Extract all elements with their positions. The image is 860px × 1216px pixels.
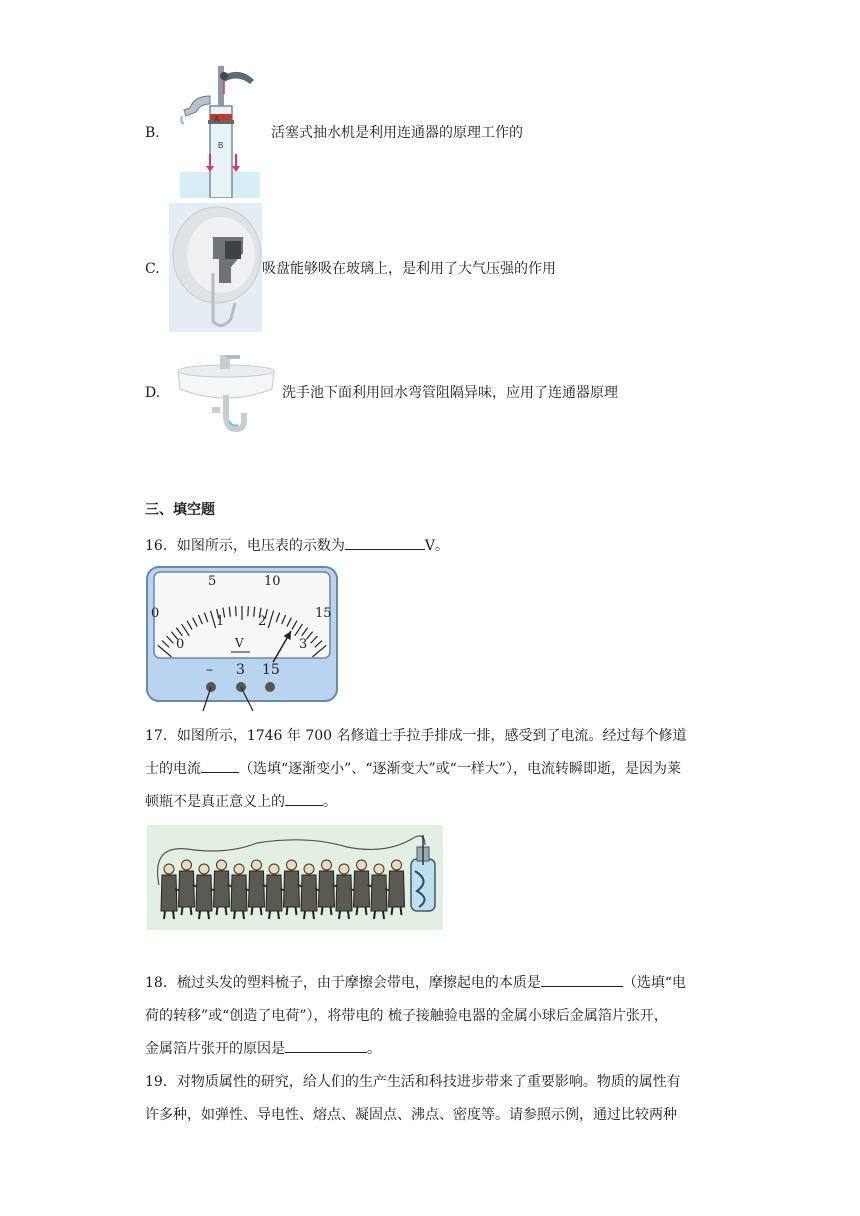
q19-line-2: 许多种，如弹性、导电性、熔点、凝固点、沸点、密度等。请参照示例，通过比较两种 (145, 1107, 677, 1123)
lower-scale-1: 1 (216, 614, 225, 629)
monk-body (231, 875, 247, 911)
monk-body (179, 871, 195, 907)
lower-scale-0: 0 (176, 637, 185, 652)
monk-body (354, 871, 370, 907)
monk-head (252, 860, 262, 870)
option-c-text: 吸盘能够吸在玻璃上，是利用了大气压强的作用 (262, 261, 556, 277)
sink-figure (176, 349, 276, 437)
terminal-3-label: 3 (236, 662, 245, 678)
monk-head (199, 864, 209, 874)
monk-body (336, 875, 352, 911)
q18-blank-2[interactable] (285, 1038, 367, 1053)
terminal-minus-label: – (206, 662, 213, 678)
monk-head (322, 860, 332, 870)
option-b-letter: B. (145, 125, 160, 141)
valve-b-label: B (218, 141, 224, 150)
q18-paragraph (145, 967, 725, 1066)
monk-body (284, 871, 300, 907)
lower-scale-2: 2 (258, 614, 267, 629)
monk-head (339, 864, 349, 874)
monk-body (371, 875, 387, 911)
monk-head (287, 860, 297, 870)
q17-blank-1[interactable] (201, 758, 239, 773)
upper-scale-5: 5 (208, 574, 217, 589)
q19-line-1: 19．对物质属性的研究，给人们的生产生活和科技进步带来了重要影响。物质的属性有 (145, 1074, 681, 1090)
terminal-15-label: 15 (262, 662, 280, 678)
lower-scale-3: 3 (299, 637, 308, 652)
monk-head (217, 860, 227, 870)
monk-head (357, 860, 367, 870)
option-b-text: 活塞式抽水机是利用连通器的原理工作的 (271, 125, 523, 141)
q16-text: 16．如图所示，电压表的示数为 V。 (145, 535, 449, 556)
q17-blank-2[interactable] (285, 791, 323, 806)
scale-tick (248, 606, 249, 616)
unit-label: V (235, 636, 244, 650)
voltmeter-figure (146, 566, 338, 712)
option-d-letter: D. (145, 385, 161, 401)
monk-head (182, 860, 192, 870)
option-c-letter: C. (145, 261, 160, 277)
upper-scale-10: 10 (264, 574, 281, 589)
monk-head (269, 864, 279, 874)
q18-line-2: 荷的转移”或“创造了电荷”），将带电的 梳子接触验电器的金属小球后金属箔片张开， (145, 1008, 668, 1024)
piston-pump-figure (180, 66, 260, 198)
q18-blank-1[interactable] (541, 972, 623, 987)
monk-body (266, 875, 282, 911)
q17-paragraph (145, 720, 725, 819)
monk-body (161, 875, 177, 911)
monk-head (164, 864, 174, 874)
monk-body (249, 871, 265, 907)
upper-scale-15: 15 (315, 606, 332, 621)
q19-paragraph (145, 1066, 725, 1132)
q17-line-1: 17．如图所示，1746 年 700 名修道士手拉手排成一排，感受到了电流。经过每个修道 (145, 728, 687, 744)
monks-leyden-jar-figure (147, 825, 443, 930)
monk-body (319, 871, 335, 907)
q17-line-2: 士的电流 （选填“逐渐变小”、“逐渐变大”或“一样大”），电流转瞬即逝，是因为莱 (145, 753, 725, 786)
q16-answer-blank[interactable] (345, 535, 425, 550)
monk-head (234, 864, 244, 874)
scale-tick (236, 606, 237, 616)
monk-head (374, 864, 384, 874)
q17-line-3: 顿瓶不是真正意义上的 。 (145, 786, 725, 819)
monk-head (304, 864, 314, 874)
monk-body (301, 875, 317, 911)
q18-line-3: 金属箔片张开的原因是 。 (145, 1033, 725, 1066)
upper-scale-0: 0 (151, 606, 160, 621)
suction-cup-figure (169, 203, 262, 332)
option-d-text: 洗手池下面利用回水弯管阻隔异味，应用了连通器原理 (282, 385, 618, 401)
valve-a-label: A (214, 115, 220, 124)
monk-head (392, 860, 402, 870)
monk-body (214, 871, 230, 907)
monk-body (389, 871, 405, 907)
q18-line-1: 18．梳过头发的塑料梳子，由于摩擦会带电，摩擦起电的本质是 （选填“电 (145, 967, 725, 1000)
section-title: 三、填空题 (145, 502, 215, 518)
terminal-15 (265, 682, 275, 692)
monk-body (196, 875, 212, 911)
